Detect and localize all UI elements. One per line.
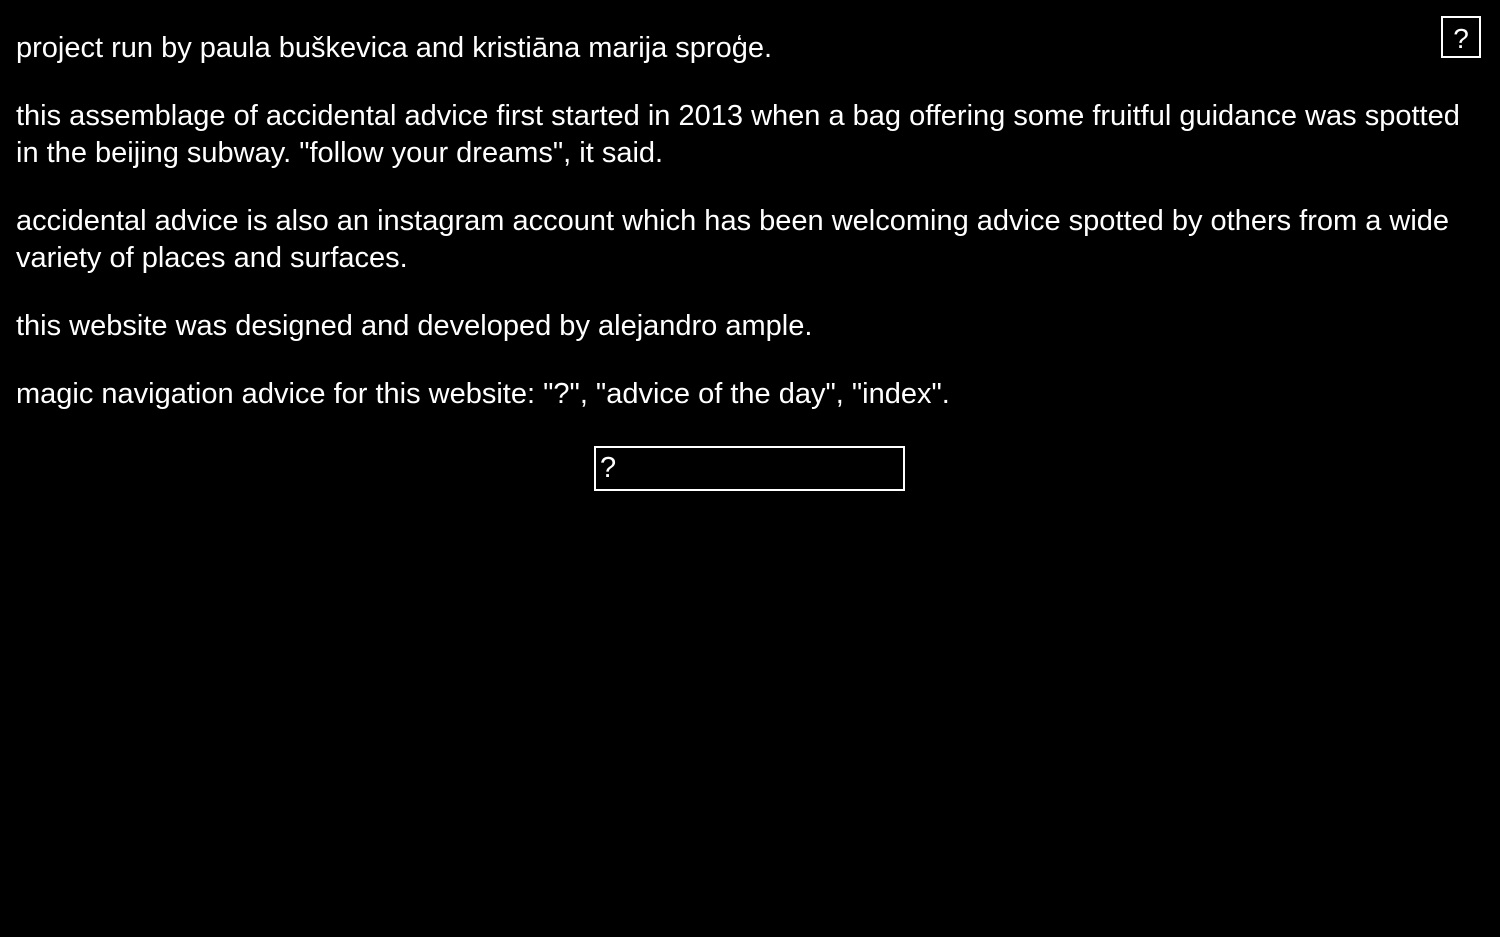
- history-paragraph: this assemblage of accidental advice first started in 2013 when a bag offering some fruitful guidance was spotted in the beijing subway. "follow your dreams", it said.: [16, 100, 1460, 169]
- instagram-paragraph: accidental advice is also an instagram account which has been welcoming advice spotted by others from a wide variety of places and surfaces.: [16, 205, 1450, 274]
- designer-paragraph: this website was designed and developed by alejandro ample.: [16, 310, 813, 342]
- help-button[interactable]: ?: [1441, 16, 1481, 58]
- navigation-advice-paragraph: magic navigation advice for this website: "?", "advice of the day", "index".: [16, 378, 950, 410]
- credits-paragraph: project run by paula buškevica and kristiāna marija sproģe.: [16, 32, 773, 64]
- about-text: [16, 30, 1466, 444]
- magic-navigation-input[interactable]: [596, 448, 903, 489]
- magic-navigation-field[interactable]: [594, 446, 905, 491]
